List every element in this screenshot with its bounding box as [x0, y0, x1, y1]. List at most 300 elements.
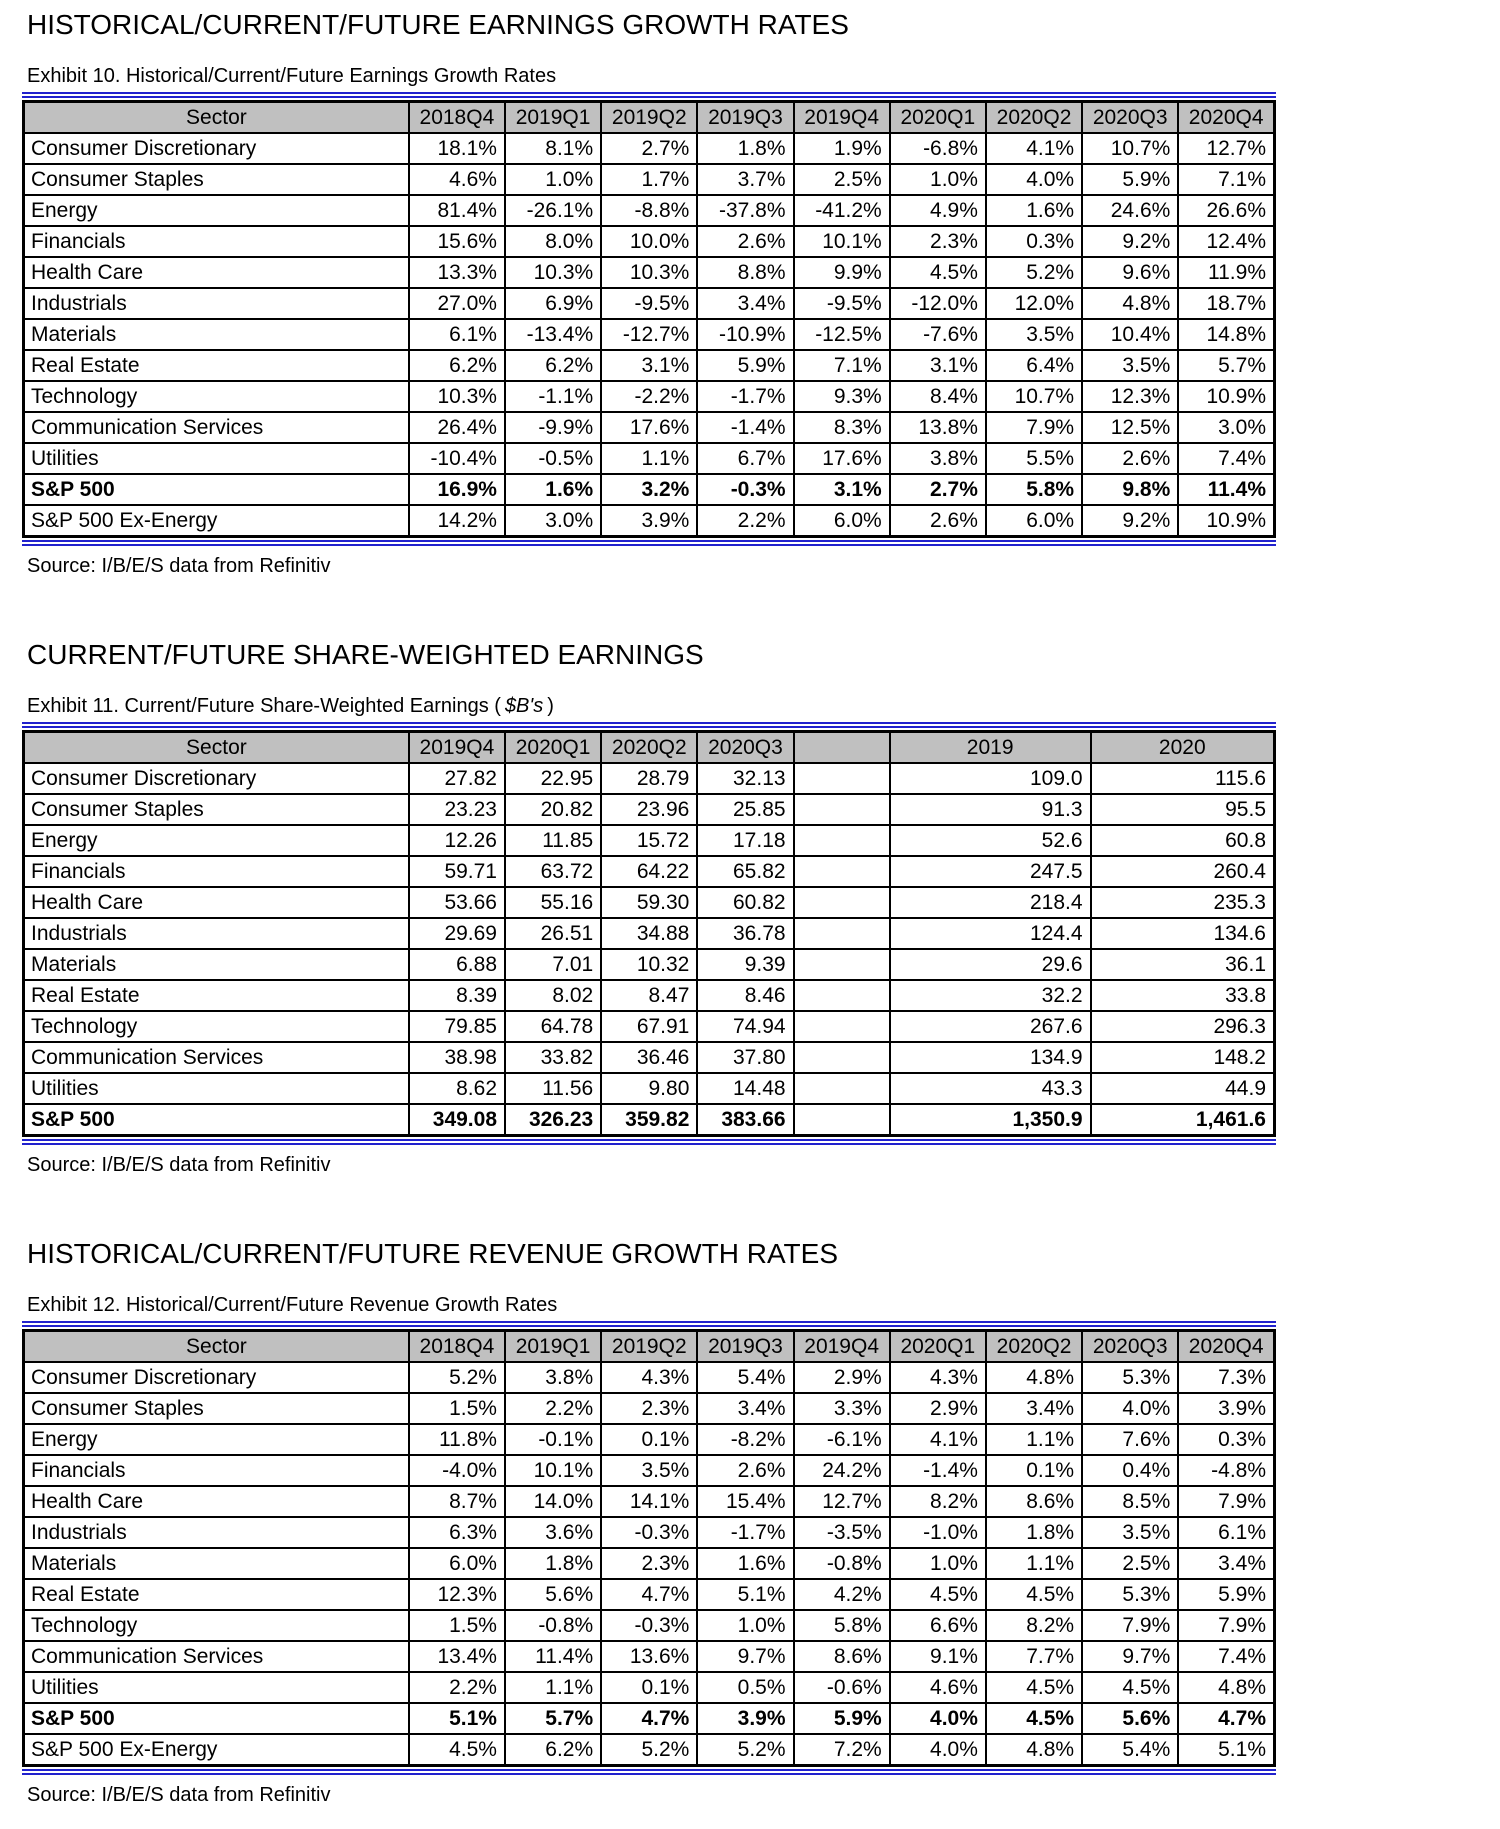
- value-cell: 9.8%: [1082, 474, 1178, 505]
- table-row: [24, 1424, 1275, 1455]
- value-cell: 32.13: [697, 763, 793, 794]
- value-cell: 260.4: [1091, 856, 1275, 887]
- value-cell: 2.6%: [697, 1455, 793, 1486]
- value-cell: -1.7%: [697, 381, 793, 412]
- value-cell: -10.4%: [409, 443, 505, 474]
- value-cell: 3.4%: [1178, 1548, 1274, 1579]
- value-cell: 25.85: [697, 794, 793, 825]
- value-cell: 4.0%: [986, 164, 1082, 195]
- value-cell: 3.8%: [890, 443, 986, 474]
- value-cell: 4.6%: [409, 164, 505, 195]
- value-cell: -4.8%: [1178, 1455, 1274, 1486]
- value-cell: 5.6%: [1082, 1703, 1178, 1734]
- value-cell: 38.98: [409, 1042, 505, 1073]
- value-cell: -0.8%: [505, 1610, 601, 1641]
- value-cell: 4.0%: [890, 1734, 986, 1766]
- table-row: [24, 794, 1275, 825]
- sector-cell: Communication Services: [24, 412, 409, 443]
- value-cell: 7.9%: [1178, 1610, 1274, 1641]
- value-cell: 3.3%: [794, 1393, 890, 1424]
- value-cell: 5.3%: [1082, 1579, 1178, 1610]
- value-cell: 4.7%: [601, 1579, 697, 1610]
- value-cell: 37.80: [697, 1042, 793, 1073]
- value-cell: 24.6%: [1082, 195, 1178, 226]
- value-cell: -0.5%: [505, 443, 601, 474]
- sector-cell: Consumer Discretionary: [24, 133, 409, 164]
- sector-cell: Materials: [24, 319, 409, 350]
- table-row: [24, 1455, 1275, 1486]
- value-cell: 3.0%: [1178, 412, 1274, 443]
- value-cell: 63.72: [505, 856, 601, 887]
- value-cell: 52.6: [890, 825, 1091, 856]
- value-cell: -12.7%: [601, 319, 697, 350]
- value-cell: 11.56: [505, 1073, 601, 1104]
- value-cell: 27.82: [409, 763, 505, 794]
- value-cell: 3.0%: [505, 505, 601, 537]
- source-note: Source: I/B/E/S data from Refinitiv: [27, 555, 331, 577]
- value-cell: -2.2%: [601, 381, 697, 412]
- value-cell: 67.91: [601, 1011, 697, 1042]
- value-cell: 5.1%: [697, 1579, 793, 1610]
- value-cell: 12.3%: [1082, 381, 1178, 412]
- sector-cell: Communication Services: [24, 1641, 409, 1672]
- value-cell: 1.1%: [986, 1424, 1082, 1455]
- spacer-cell: [794, 1042, 890, 1073]
- value-cell: 10.1%: [794, 226, 890, 257]
- value-cell: 10.0%: [601, 226, 697, 257]
- spacer-cell: [794, 794, 890, 825]
- sector-cell: Health Care: [24, 887, 409, 918]
- value-cell: 10.3%: [601, 257, 697, 288]
- value-cell: -0.3%: [601, 1610, 697, 1641]
- value-cell: 14.2%: [409, 505, 505, 537]
- value-cell: 8.4%: [890, 381, 986, 412]
- value-cell: -8.2%: [697, 1424, 793, 1455]
- value-cell: 6.6%: [890, 1610, 986, 1641]
- value-cell: 3.5%: [1082, 1517, 1178, 1548]
- value-cell: -1.4%: [697, 412, 793, 443]
- value-cell: 3.9%: [697, 1703, 793, 1734]
- table-row: [24, 350, 1275, 381]
- section-title: HISTORICAL/CURRENT/FUTURE REVENUE GROWTH RATES: [27, 1238, 839, 1269]
- column-header-2020: 2020: [1091, 732, 1275, 764]
- value-cell: 8.2%: [986, 1610, 1082, 1641]
- value-cell: -12.0%: [890, 288, 986, 319]
- exhibit-caption-text: Exhibit 12. Historical/Current/Future Revenue Growth Rates: [27, 1294, 558, 1316]
- value-cell: -0.6%: [794, 1672, 890, 1703]
- value-cell: 6.88: [409, 949, 505, 980]
- value-cell: 7.1%: [794, 350, 890, 381]
- column-header-2020q4: 2020Q4: [1178, 1331, 1274, 1363]
- sector-cell: Financials: [24, 226, 409, 257]
- value-cell: -13.4%: [505, 319, 601, 350]
- value-cell: 4.1%: [890, 1424, 986, 1455]
- value-cell: -4.0%: [409, 1455, 505, 1486]
- value-cell: 79.85: [409, 1011, 505, 1042]
- value-cell: 8.02: [505, 980, 601, 1011]
- value-cell: -6.1%: [794, 1424, 890, 1455]
- sector-cell: S&P 500: [24, 1104, 409, 1136]
- share-weighted-earnings-table: [22, 730, 1276, 1137]
- spacer-cell: [794, 856, 890, 887]
- value-cell: 33.82: [505, 1042, 601, 1073]
- value-cell: 1.8%: [505, 1548, 601, 1579]
- table-row: [24, 980, 1275, 1011]
- document-page: [22, 0, 1276, 1807]
- value-cell: 81.4%: [409, 195, 505, 226]
- value-cell: 1.0%: [505, 164, 601, 195]
- value-cell: 3.5%: [601, 1455, 697, 1486]
- value-cell: 7.4%: [1178, 443, 1274, 474]
- value-cell: 3.1%: [794, 474, 890, 505]
- value-cell: 1.9%: [794, 133, 890, 164]
- value-cell: 1,350.9: [890, 1104, 1091, 1136]
- value-cell: 36.78: [697, 918, 793, 949]
- value-cell: 4.8%: [986, 1734, 1082, 1766]
- table-row: [24, 164, 1275, 195]
- column-header-2020q2: 2020Q2: [986, 1331, 1082, 1363]
- value-cell: 8.7%: [409, 1486, 505, 1517]
- value-cell: 1.7%: [601, 164, 697, 195]
- value-cell: 2.9%: [794, 1362, 890, 1393]
- value-cell: -41.2%: [794, 195, 890, 226]
- value-cell: -1.1%: [505, 381, 601, 412]
- sector-cell: Consumer Discretionary: [24, 1362, 409, 1393]
- value-cell: 7.01: [505, 949, 601, 980]
- value-cell: 2.2%: [409, 1672, 505, 1703]
- earnings-growth-table: [22, 100, 1276, 538]
- header-row: [24, 732, 1275, 764]
- value-cell: 3.7%: [697, 164, 793, 195]
- sector-cell: Real Estate: [24, 980, 409, 1011]
- value-cell: -1.0%: [890, 1517, 986, 1548]
- table-row: [24, 443, 1275, 474]
- value-cell: 5.3%: [1082, 1362, 1178, 1393]
- column-header-2018q4: 2018Q4: [409, 1331, 505, 1363]
- value-cell: 4.8%: [1082, 288, 1178, 319]
- value-cell: -9.9%: [505, 412, 601, 443]
- blue-rule: [22, 92, 1276, 98]
- value-cell: 12.0%: [986, 288, 1082, 319]
- value-cell: 59.71: [409, 856, 505, 887]
- value-cell: 2.3%: [601, 1548, 697, 1579]
- value-cell: 17.6%: [601, 412, 697, 443]
- value-cell: 64.22: [601, 856, 697, 887]
- value-cell: 349.08: [409, 1104, 505, 1136]
- value-cell: 124.4: [890, 918, 1091, 949]
- section-title: HISTORICAL/CURRENT/FUTURE EARNINGS GROWTH RATES: [27, 9, 849, 40]
- table-row: [24, 825, 1275, 856]
- column-header-2020q2: 2020Q2: [986, 102, 1082, 134]
- blue-rule: [22, 1321, 1276, 1327]
- spacer-cell: [794, 887, 890, 918]
- column-header-sector: Sector: [24, 1331, 409, 1363]
- spacer-cell: [794, 1104, 890, 1136]
- value-cell: 296.3: [1091, 1011, 1275, 1042]
- source-note: Source: I/B/E/S data from Refinitiv: [27, 1784, 331, 1806]
- header-row: [24, 1331, 1275, 1363]
- column-header-sector: Sector: [24, 102, 409, 134]
- value-cell: 13.8%: [890, 412, 986, 443]
- value-cell: 5.7%: [1178, 350, 1274, 381]
- value-cell: 20.82: [505, 794, 601, 825]
- value-cell: 14.0%: [505, 1486, 601, 1517]
- value-cell: 6.4%: [986, 350, 1082, 381]
- value-cell: 0.3%: [1178, 1424, 1274, 1455]
- column-header-2020q3: 2020Q3: [1082, 102, 1178, 134]
- value-cell: 0.4%: [1082, 1455, 1178, 1486]
- value-cell: -6.8%: [890, 133, 986, 164]
- value-cell: 12.4%: [1178, 226, 1274, 257]
- column-header-2020q3: 2020Q3: [1082, 1331, 1178, 1363]
- sector-cell: S&P 500: [24, 1703, 409, 1734]
- value-cell: -26.1%: [505, 195, 601, 226]
- value-cell: 2.5%: [794, 164, 890, 195]
- blue-rule: [22, 1139, 1276, 1145]
- value-cell: 26.51: [505, 918, 601, 949]
- column-header-2020q1: 2020Q1: [890, 1331, 986, 1363]
- column-header-2020q3: 2020Q3: [697, 732, 793, 764]
- value-cell: 34.88: [601, 918, 697, 949]
- table-row: [24, 763, 1275, 794]
- sector-cell: Consumer Staples: [24, 164, 409, 195]
- value-cell: 6.1%: [409, 319, 505, 350]
- value-cell: 3.4%: [697, 1393, 793, 1424]
- table-row: [24, 1672, 1275, 1703]
- value-cell: 2.3%: [601, 1393, 697, 1424]
- value-cell: 1.0%: [890, 164, 986, 195]
- table-row: [24, 949, 1275, 980]
- value-cell: 3.8%: [505, 1362, 601, 1393]
- value-cell: 7.2%: [794, 1734, 890, 1766]
- sector-cell: Energy: [24, 825, 409, 856]
- sector-cell: Financials: [24, 856, 409, 887]
- spacer-cell: [794, 980, 890, 1011]
- value-cell: 5.6%: [505, 1579, 601, 1610]
- table-row: [24, 1393, 1275, 1424]
- value-cell: 3.4%: [697, 288, 793, 319]
- value-cell: 43.3: [890, 1073, 1091, 1104]
- value-cell: 23.96: [601, 794, 697, 825]
- value-cell: 8.39: [409, 980, 505, 1011]
- value-cell: 1.5%: [409, 1393, 505, 1424]
- column-header-2019q4: 2019Q4: [794, 1331, 890, 1363]
- value-cell: 9.2%: [1082, 226, 1178, 257]
- value-cell: 9.3%: [794, 381, 890, 412]
- value-cell: 2.3%: [890, 226, 986, 257]
- value-cell: 2.6%: [697, 226, 793, 257]
- sector-cell: Financials: [24, 1455, 409, 1486]
- value-cell: 44.9: [1091, 1073, 1275, 1104]
- value-cell: 4.8%: [986, 1362, 1082, 1393]
- value-cell: 5.5%: [986, 443, 1082, 474]
- value-cell: -1.4%: [890, 1455, 986, 1486]
- sector-cell: Energy: [24, 195, 409, 226]
- table-row: [24, 1486, 1275, 1517]
- sector-cell: Materials: [24, 1548, 409, 1579]
- sector-cell: Materials: [24, 949, 409, 980]
- value-cell: 9.9%: [794, 257, 890, 288]
- value-cell: 6.9%: [505, 288, 601, 319]
- value-cell: 4.5%: [986, 1672, 1082, 1703]
- table-row: [24, 1703, 1275, 1734]
- value-cell: 7.4%: [1178, 1641, 1274, 1672]
- value-cell: 3.1%: [890, 350, 986, 381]
- value-cell: 4.3%: [890, 1362, 986, 1393]
- sector-cell: Utilities: [24, 443, 409, 474]
- value-cell: 6.0%: [409, 1548, 505, 1579]
- value-cell: -37.8%: [697, 195, 793, 226]
- sector-cell: S&P 500: [24, 474, 409, 505]
- value-cell: 15.4%: [697, 1486, 793, 1517]
- table-row: [24, 1579, 1275, 1610]
- value-cell: -9.5%: [601, 288, 697, 319]
- value-cell: 109.0: [890, 763, 1091, 794]
- sector-cell: S&P 500 Ex-Energy: [24, 505, 409, 537]
- value-cell: 15.72: [601, 825, 697, 856]
- blue-rule: [22, 722, 1276, 728]
- value-cell: 5.2%: [697, 1734, 793, 1766]
- table-row: [24, 412, 1275, 443]
- value-cell: 11.4%: [505, 1641, 601, 1672]
- value-cell: 3.5%: [1082, 350, 1178, 381]
- value-cell: 9.7%: [1082, 1641, 1178, 1672]
- value-cell: 10.7%: [986, 381, 1082, 412]
- value-cell: 18.1%: [409, 133, 505, 164]
- value-cell: 18.7%: [1178, 288, 1274, 319]
- value-cell: 9.1%: [890, 1641, 986, 1672]
- value-cell: 14.8%: [1178, 319, 1274, 350]
- value-cell: 218.4: [890, 887, 1091, 918]
- value-cell: 10.9%: [1178, 505, 1274, 537]
- value-cell: 4.5%: [986, 1703, 1082, 1734]
- value-cell: 6.0%: [794, 505, 890, 537]
- column-header-2019q2: 2019Q2: [601, 102, 697, 134]
- value-cell: 8.2%: [890, 1486, 986, 1517]
- value-cell: 10.9%: [1178, 381, 1274, 412]
- value-cell: 8.46: [697, 980, 793, 1011]
- value-cell: 91.3: [890, 794, 1091, 825]
- value-cell: 2.2%: [697, 505, 793, 537]
- column-header-2019q2: 2019Q2: [601, 1331, 697, 1363]
- value-cell: 2.9%: [890, 1393, 986, 1424]
- table-row: [24, 1548, 1275, 1579]
- sector-cell: Consumer Staples: [24, 794, 409, 825]
- table-row: [24, 1610, 1275, 1641]
- column-header-2020q1: 2020Q1: [890, 102, 986, 134]
- value-cell: 1.8%: [986, 1517, 1082, 1548]
- sector-cell: Industrials: [24, 1517, 409, 1548]
- value-cell: 5.4%: [1082, 1734, 1178, 1766]
- spacer-cell: [794, 1011, 890, 1042]
- value-cell: 2.7%: [601, 133, 697, 164]
- table-row: [24, 319, 1275, 350]
- table-row: [24, 1011, 1275, 1042]
- value-cell: 4.0%: [1082, 1393, 1178, 1424]
- value-cell: 2.6%: [1082, 443, 1178, 474]
- value-cell: 10.3%: [409, 381, 505, 412]
- value-cell: 36.46: [601, 1042, 697, 1073]
- value-cell: -0.3%: [697, 474, 793, 505]
- sector-cell: Technology: [24, 1610, 409, 1641]
- value-cell: 134.9: [890, 1042, 1091, 1073]
- value-cell: 5.9%: [1178, 1579, 1274, 1610]
- sector-cell: Utilities: [24, 1073, 409, 1104]
- table-row: [24, 133, 1275, 164]
- value-cell: 12.7%: [794, 1486, 890, 1517]
- value-cell: 1.0%: [697, 1610, 793, 1641]
- value-cell: 8.1%: [505, 133, 601, 164]
- table-row: [24, 1517, 1275, 1548]
- value-cell: 5.4%: [697, 1362, 793, 1393]
- sector-cell: Health Care: [24, 1486, 409, 1517]
- value-cell: -9.5%: [794, 288, 890, 319]
- value-cell: 59.30: [601, 887, 697, 918]
- value-cell: 9.39: [697, 949, 793, 980]
- value-cell: -0.3%: [601, 1517, 697, 1548]
- value-cell: 16.9%: [409, 474, 505, 505]
- sector-cell: Communication Services: [24, 1042, 409, 1073]
- value-cell: 7.1%: [1178, 164, 1274, 195]
- value-cell: 6.2%: [409, 350, 505, 381]
- sector-cell: S&P 500 Ex-Energy: [24, 1734, 409, 1766]
- sector-cell: Utilities: [24, 1672, 409, 1703]
- value-cell: 6.2%: [505, 350, 601, 381]
- spacer-cell: [794, 949, 890, 980]
- sector-cell: Energy: [24, 1424, 409, 1455]
- value-cell: 235.3: [1091, 887, 1275, 918]
- value-cell: 3.1%: [601, 350, 697, 381]
- column-header-spacer: [794, 732, 890, 764]
- column-header-2019q1: 2019Q1: [505, 1331, 601, 1363]
- sector-cell: Industrials: [24, 288, 409, 319]
- value-cell: 359.82: [601, 1104, 697, 1136]
- value-cell: -12.5%: [794, 319, 890, 350]
- value-cell: 2.2%: [505, 1393, 601, 1424]
- column-header-2018q4: 2018Q4: [409, 102, 505, 134]
- section-share-weighted-earnings: [22, 638, 1276, 1177]
- value-cell: 1.6%: [505, 474, 601, 505]
- value-cell: -0.1%: [505, 1424, 601, 1455]
- value-cell: 27.0%: [409, 288, 505, 319]
- value-cell: 11.9%: [1178, 257, 1274, 288]
- value-cell: 5.2%: [409, 1362, 505, 1393]
- value-cell: 4.7%: [601, 1703, 697, 1734]
- value-cell: 326.23: [505, 1104, 601, 1136]
- value-cell: 5.8%: [794, 1610, 890, 1641]
- section-title: CURRENT/FUTURE SHARE-WEIGHTED EARNINGS: [27, 639, 704, 670]
- value-cell: 10.4%: [1082, 319, 1178, 350]
- value-cell: -0.8%: [794, 1548, 890, 1579]
- value-cell: 95.5: [1091, 794, 1275, 825]
- value-cell: 2.6%: [890, 505, 986, 537]
- value-cell: 1.1%: [601, 443, 697, 474]
- value-cell: 5.2%: [986, 257, 1082, 288]
- value-cell: 74.94: [697, 1011, 793, 1042]
- value-cell: 8.47: [601, 980, 697, 1011]
- table-row: [24, 856, 1275, 887]
- sector-cell: Consumer Discretionary: [24, 763, 409, 794]
- value-cell: 7.7%: [986, 1641, 1082, 1672]
- value-cell: 6.3%: [409, 1517, 505, 1548]
- value-cell: 22.95: [505, 763, 601, 794]
- value-cell: 4.5%: [1082, 1672, 1178, 1703]
- value-cell: 134.6: [1091, 918, 1275, 949]
- value-cell: 5.1%: [409, 1703, 505, 1734]
- value-cell: 55.16: [505, 887, 601, 918]
- spacer-cell: [794, 918, 890, 949]
- exhibit-caption: [27, 1293, 1276, 1317]
